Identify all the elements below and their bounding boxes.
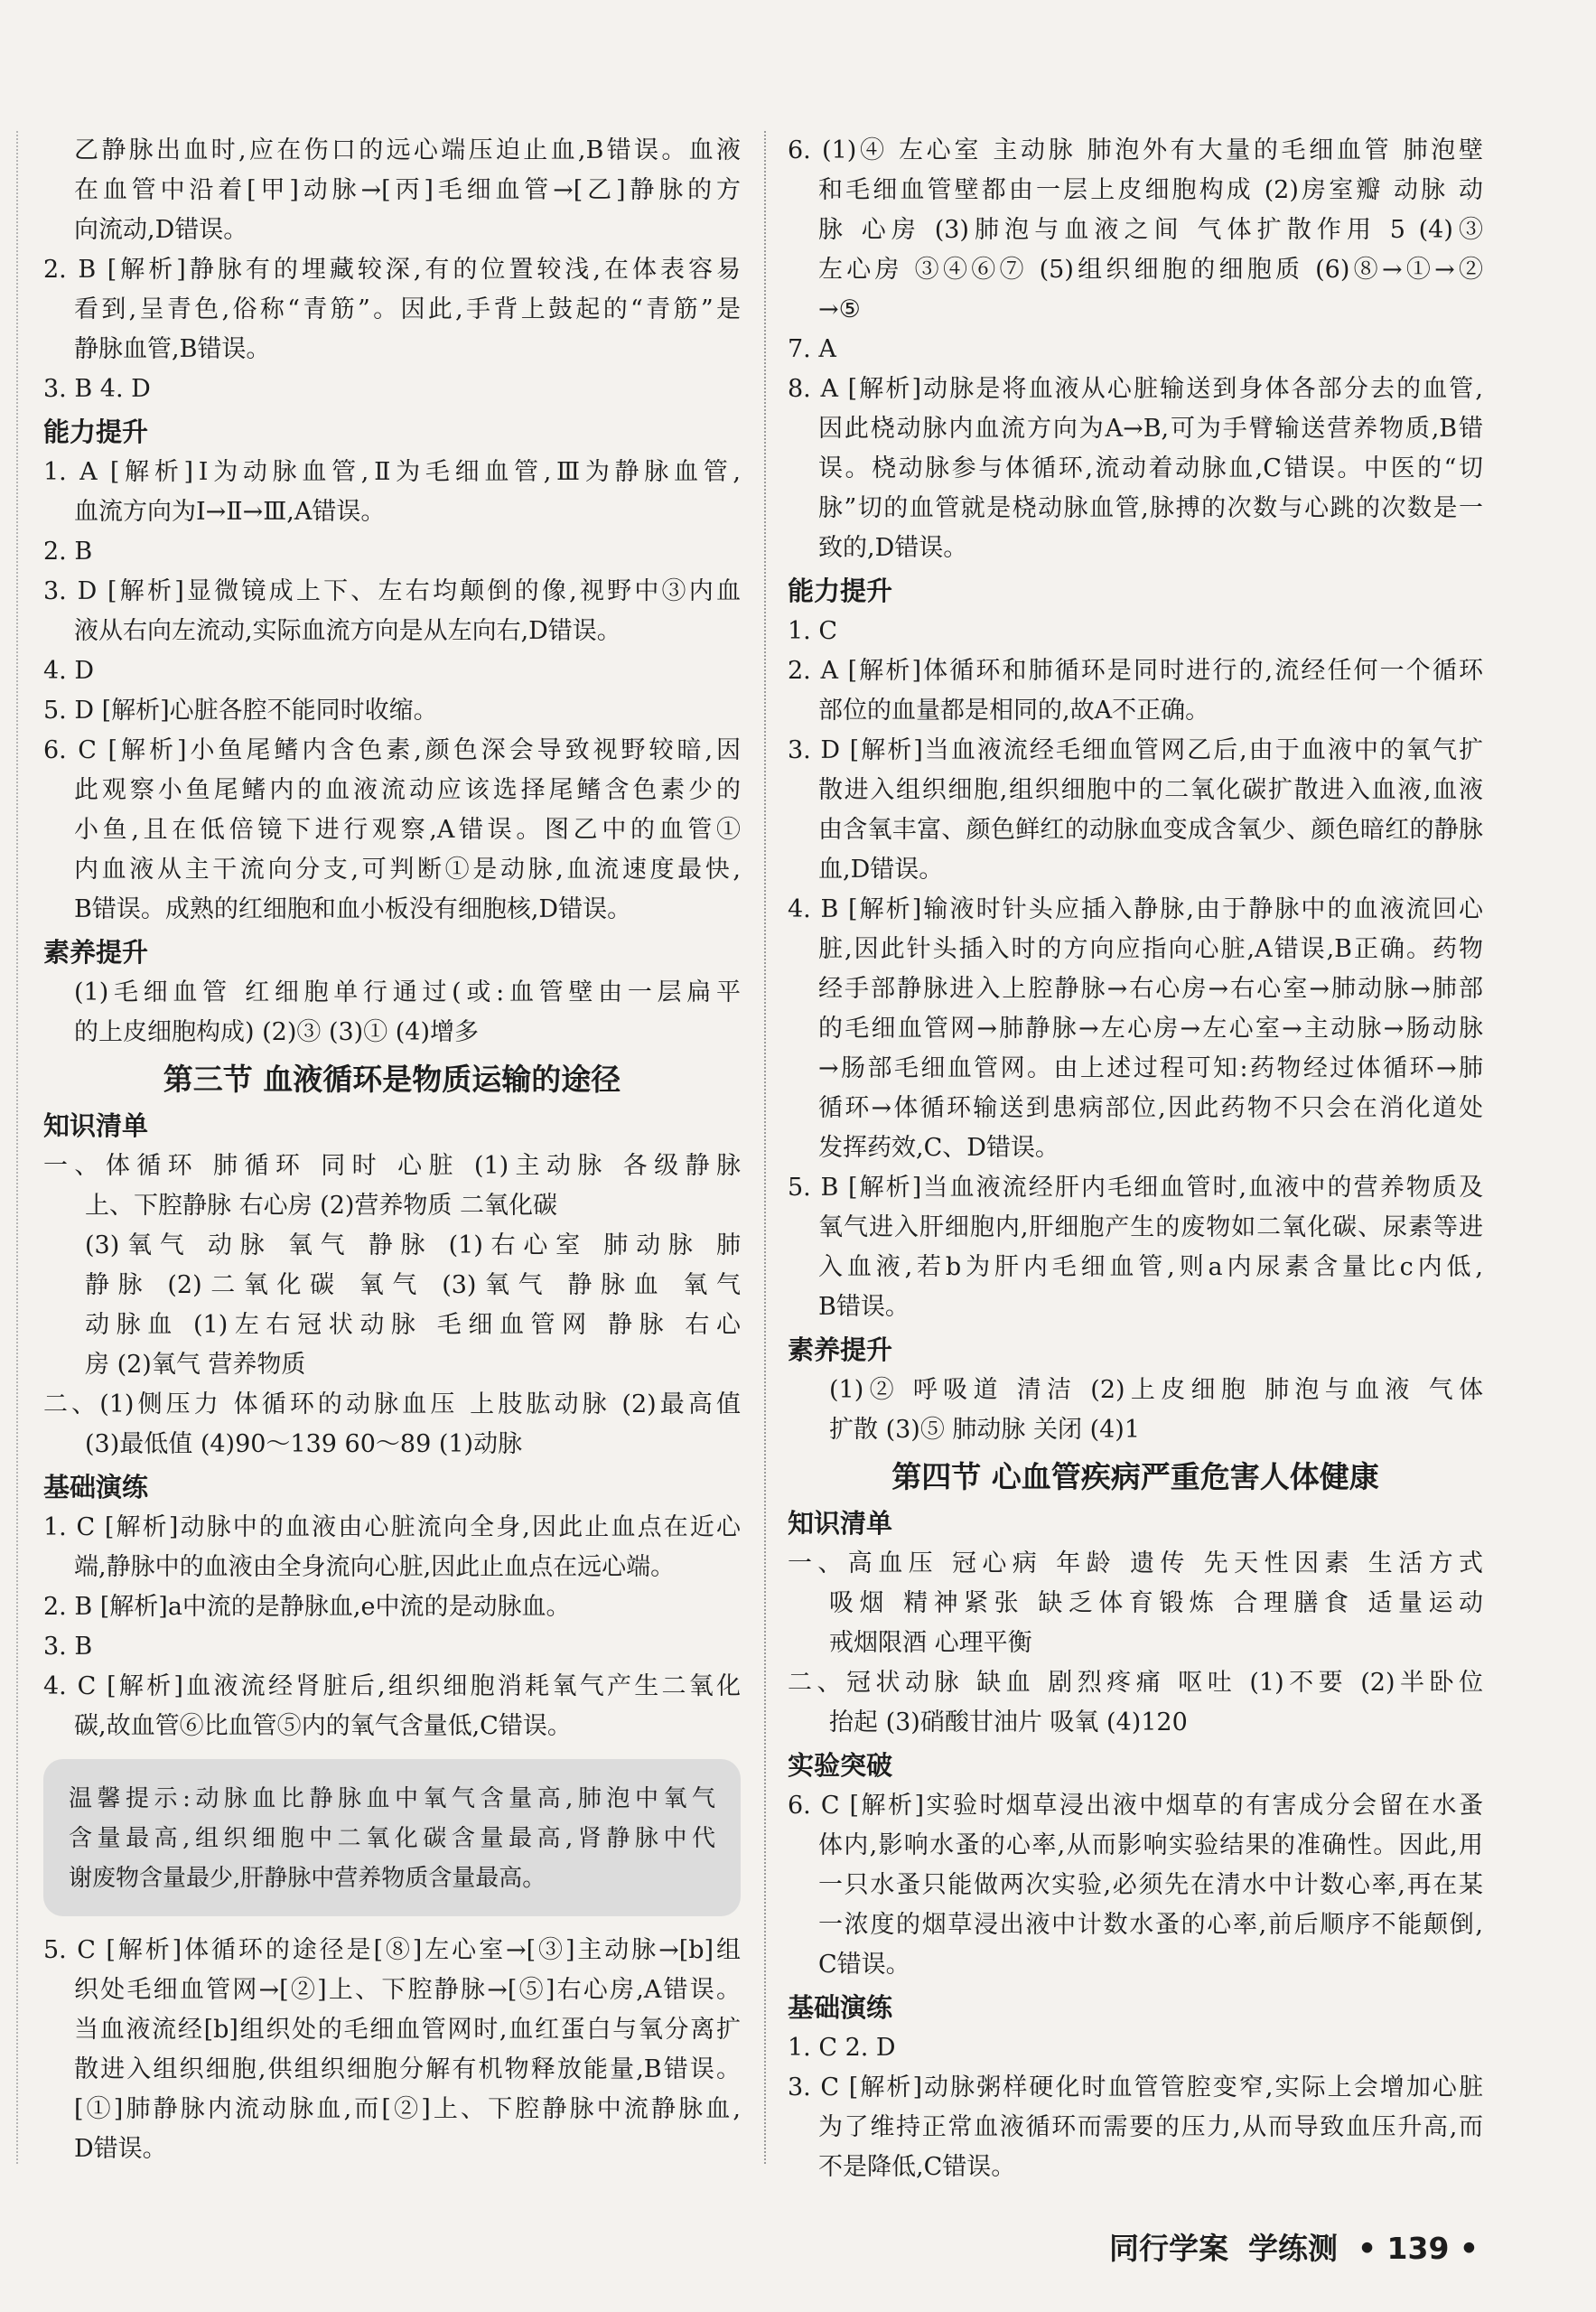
page-footer	[1089, 2225, 1479, 2268]
section-heading: 知识清单	[788, 1508, 893, 1539]
section-heading: 能力提升	[788, 576, 893, 606]
text-line: 静脉血管,B错误。	[74, 335, 271, 363]
text-line: 当血液流经[b]组织处的毛细血管网时,血红蛋白与氧分离扩	[74, 2016, 741, 2044]
section-heading: 能力提升	[43, 417, 149, 447]
section-heading: 基础演练	[788, 1992, 893, 2023]
right-column	[788, 131, 1483, 2187]
text-line: 不是降低,C错误。	[818, 2153, 1016, 2181]
text-line: →⑤	[818, 295, 861, 323]
text-line: 二、冠状动脉 缺血 剧烈疼痛 呕吐 (1)不要 (2)半卧位	[788, 1669, 1483, 1697]
text-line: 4. B [解析]输液时针头应插入静脉,由于静脉中的血液流回心	[788, 895, 1483, 923]
text-line: C错误。	[818, 1951, 910, 1979]
text-line: 上、下腔静脉 右心房 (2)营养物质 二氧化碳	[85, 1192, 557, 1220]
text-line: 6. C [解析]小鱼尾鳍内含色素,颜色深会导致视野较暗,因	[43, 736, 741, 764]
text-line: 动脉血 (1)左右冠状动脉 毛细血管网 静脉 右心	[85, 1311, 741, 1339]
text-line: 散进入组织细胞,供组织细胞分解有机物释放能量,B错误。	[74, 2055, 741, 2083]
text-line: 3. D [解析]当血液流经毛细血管网乙后,由于血液中的氧气扩	[788, 736, 1483, 764]
text-line: 此观察小鱼尾鳍内的血液流动应该选择尾鳍含色素少的	[74, 776, 741, 804]
column-divider	[764, 131, 766, 2164]
text-line: 3. C [解析]动脉粥样硬化时血管管腔变窄,实际上会增加心脏	[788, 2073, 1483, 2101]
text-line: 一只水蚤只能做两次实验,必须先在清水中计数心率,再在某	[818, 1871, 1483, 1899]
text-line: 小鱼,且在低倍镜下进行观察,A错误。图乙中的血管①	[74, 816, 741, 844]
text-line: 乙静脉出血时,应在伤口的远心端压迫止血,B错误。血液	[74, 136, 741, 164]
text-line: 碳,故血管⑥比血管⑤内的氧气含量低,C错误。	[74, 1712, 572, 1740]
text-line: [①]肺静脉内流动脉血,而[②]上、下腔静脉中流静脉血,	[74, 2095, 741, 2123]
text-line: 氧气进入肝细胞内,肝细胞产生的废物如二氧化碳、尿素等进	[818, 1213, 1483, 1241]
text-line: 戒烟限酒 心理平衡	[829, 1629, 1032, 1657]
text-line: 和毛细血管壁都由一层上皮细胞构成 (2)房室瓣 动脉 动	[818, 176, 1483, 204]
text-line: (3)氧气 动脉 氧气 静脉 (1)右心室 肺动脉 肺	[85, 1231, 741, 1259]
text-line: 脏,因此针头插入时的方向应指向心脏,A错误,B正确。药物	[818, 935, 1483, 963]
text-line: 3. B	[43, 1633, 93, 1661]
section-heading: 知识清单	[43, 1110, 149, 1141]
tip-line: 温馨提示:动脉血比静脉血中氧气含量高,肺泡中氧气	[69, 1785, 715, 1812]
text-line: 的毛细血管网→肺静脉→左心房→左心室→主动脉→肠动脉	[818, 1015, 1483, 1043]
text-line: 散进入组织细胞,组织细胞中的二氧化碳扩散进入血液,血液	[818, 776, 1483, 804]
text-line: 液从右向左流动,实际血流方向是从左向右,D错误。	[74, 617, 621, 645]
text-line: D错误。	[74, 2135, 167, 2163]
text-line: 循环→体循环输送到患病部位,因此药物不只会在消化道处	[818, 1094, 1483, 1122]
text-line: 由含氧丰富、颜色鲜红的动脉血变成含氧少、颜色暗红的静脉	[818, 816, 1483, 844]
text-line: 端,静脉中的血液由全身流向心脏,因此止血点在远心端。	[74, 1553, 676, 1581]
text-line: 血流方向为Ⅰ→Ⅱ→Ⅲ,A错误。	[74, 498, 386, 526]
text-line: 4. D	[43, 657, 94, 685]
text-line: 内血液从主干流向分支,可判断①是动脉,血流速度最快,	[74, 856, 741, 884]
text-line: 2. B	[43, 538, 93, 566]
section-heading: 实验突破	[788, 1750, 893, 1781]
text-line: 看到,呈青色,俗称“青筋”。因此,手背上鼓起的“青筋”是	[74, 295, 741, 323]
tip-line: 含量最高,组织细胞中二氧化碳含量最高,肾静脉中代	[69, 1825, 715, 1852]
text-line: 织处毛细血管网→[②]上、下腔静脉→[⑤]右心房,A错误。	[74, 1976, 741, 2004]
text-line: (1)毛细血管 红细胞单行通过(或:血管壁由一层扁平	[74, 978, 741, 1006]
text-line: 脉 心房 (3)肺泡与血液之间 气体扩散作用 5 (4)③	[818, 216, 1483, 244]
text-line: 6. C [解析]实验时烟草浸出液中烟草的有害成分会留在水蚤	[788, 1792, 1483, 1820]
text-line: 经手部静脉进入上腔静脉→右心房→右心室→肺动脉→肺部	[818, 975, 1483, 1003]
text-line: 8. A [解析]动脉是将血液从心脏输送到身体各部分去的血管,	[788, 375, 1483, 403]
page-number: • 139 •	[1357, 2231, 1479, 2266]
text-line: 3. B 4. D	[43, 375, 151, 403]
text-line: 抬起 (3)硝酸甘油片 吸氧 (4)120	[829, 1708, 1188, 1736]
section-heading: 素养提升	[43, 937, 149, 968]
text-line: 静脉 (2)二氧化碳 氧气 (3)氧气 静脉血 氧气	[85, 1271, 741, 1299]
text-line: (3)最低值 (4)90～139 60～89 (1)动脉	[85, 1430, 523, 1458]
text-line: 致的,D错误。	[818, 534, 968, 562]
text-line: 发挥药效,C、D错误。	[818, 1134, 1059, 1162]
tip-box	[43, 1759, 741, 1916]
text-line: 部位的血量都是相同的,故A不正确。	[818, 697, 1210, 725]
text-line: 血,D错误。	[818, 856, 944, 884]
text-line: 一、高血压 冠心病 年龄 遗传 先天性因素 生活方式	[788, 1549, 1483, 1577]
chapter-title: 第三节 血液循环是物质运输的途径	[163, 1062, 621, 1097]
text-line: 因此桡动脉内血流方向为A→B,可为手臂输送营养物质,B错	[818, 415, 1483, 443]
text-line: 为了维持正常血液循环而需要的压力,从而导致血压升高,而	[818, 2113, 1483, 2141]
text-line: 6. (1)④ 左心室 主动脉 肺泡外有大量的毛细血管 肺泡壁	[788, 136, 1483, 164]
text-line: 脉”切的血管就是桡动脉血管,脉搏的次数与心跳的次数是一	[818, 494, 1483, 522]
section-heading: 素养提升	[788, 1334, 893, 1365]
tip-line: 谢废物含量最少,肝静脉中营养物质含量最高。	[69, 1865, 546, 1892]
page-edge-line	[16, 131, 18, 2164]
text-line: 扩散 (3)⑤ 肺动脉 关闭 (4)1	[829, 1416, 1140, 1444]
text-line: B错误。成熟的红细胞和血小板没有细胞核,D错误。	[74, 895, 632, 923]
text-line: 5. D [解析]心脏各腔不能同时收缩。	[43, 697, 438, 725]
text-line: 7. A	[788, 335, 836, 363]
text-line: 误。桡动脉参与体循环,流动着动脉血,C错误。中医的“切	[818, 454, 1483, 482]
text-line: 1. C	[788, 617, 838, 645]
text-line: 1. C [解析]动脉中的血液由心脏流向全身,因此止血点在近心	[43, 1513, 741, 1541]
text-line: →肠部毛细血管网。由上述过程可知:药物经过体循环→肺	[818, 1054, 1483, 1082]
chapter-title: 第四节 心血管疾病严重危害人体健康	[891, 1459, 1379, 1494]
text-line: 5. C [解析]体循环的途径是[⑧]左心室→[③]主动脉→[b]组	[43, 1936, 741, 1964]
text-line: B错误。	[818, 1293, 910, 1321]
text-line: 2. B [解析]静脉有的埋藏较深,有的位置较浅,在体表容易	[43, 256, 741, 284]
text-line: 二、(1)侧压力 体循环的动脉血压 上肢肱动脉 (2)最高值	[43, 1390, 741, 1418]
text-line: 1. A [解析]Ⅰ为动脉血管,Ⅱ为毛细血管,Ⅲ为静脉血管,	[43, 458, 741, 486]
text-line: 一浓度的烟草浸出液中计数水蚤的心率,前后顺序不能颠倒,	[818, 1911, 1483, 1939]
text-line: 房 (2)氧气 营养物质	[85, 1351, 306, 1379]
text-line: 吸烟 精神紧张 缺乏体育锻炼 合理膳食 适量运动	[829, 1589, 1483, 1617]
text-line: (1)② 呼吸道 清洁 (2)上皮细胞 肺泡与血液 气体	[829, 1376, 1483, 1404]
text-line: 5. B [解析]当血液流经肝内毛细血管时,血液中的营养物质及	[788, 1174, 1483, 1202]
section-heading: 基础演练	[43, 1472, 149, 1502]
text-line: 1. C 2. D	[788, 2034, 896, 2062]
footer-series: 学练测	[1247, 2231, 1338, 2266]
text-line: 向流动,D错误。	[74, 216, 248, 244]
text-line: 在血管中沿着[甲]动脉→[丙]毛细血管→[乙]静脉的方	[74, 176, 741, 204]
text-line: 的上皮细胞构成) (2)③ (3)① (4)增多	[74, 1018, 480, 1046]
text-line: 4. C [解析]血液流经肾脏后,组织细胞消耗氧气产生二氧化	[43, 1672, 741, 1700]
text-line: 3. D [解析]显微镜成上下、左右均颠倒的像,视野中③内血	[43, 577, 741, 605]
left-column	[43, 131, 741, 2169]
text-line: 2. B [解析]a中流的是静脉血,e中流的是动脉血。	[43, 1593, 571, 1621]
text-line: 2. A [解析]体循环和肺循环是同时进行的,流经任何一个循环	[788, 657, 1483, 685]
text-line: 入血液,若b为肝内毛细血管,则a内尿素含量比c内低,	[818, 1253, 1483, 1281]
footer-brand: 同行学案	[1108, 2231, 1228, 2266]
text-line: 左心房 ③④⑥⑦ (5)组织细胞的细胞质 (6)⑧→①→②	[818, 256, 1483, 284]
text-line: 体内,影响水蚤的心率,从而影响实验结果的准确性。因此,用	[818, 1831, 1483, 1859]
text-line: 一、体循环 肺循环 同时 心脏 (1)主动脉 各级静脉	[43, 1152, 741, 1180]
